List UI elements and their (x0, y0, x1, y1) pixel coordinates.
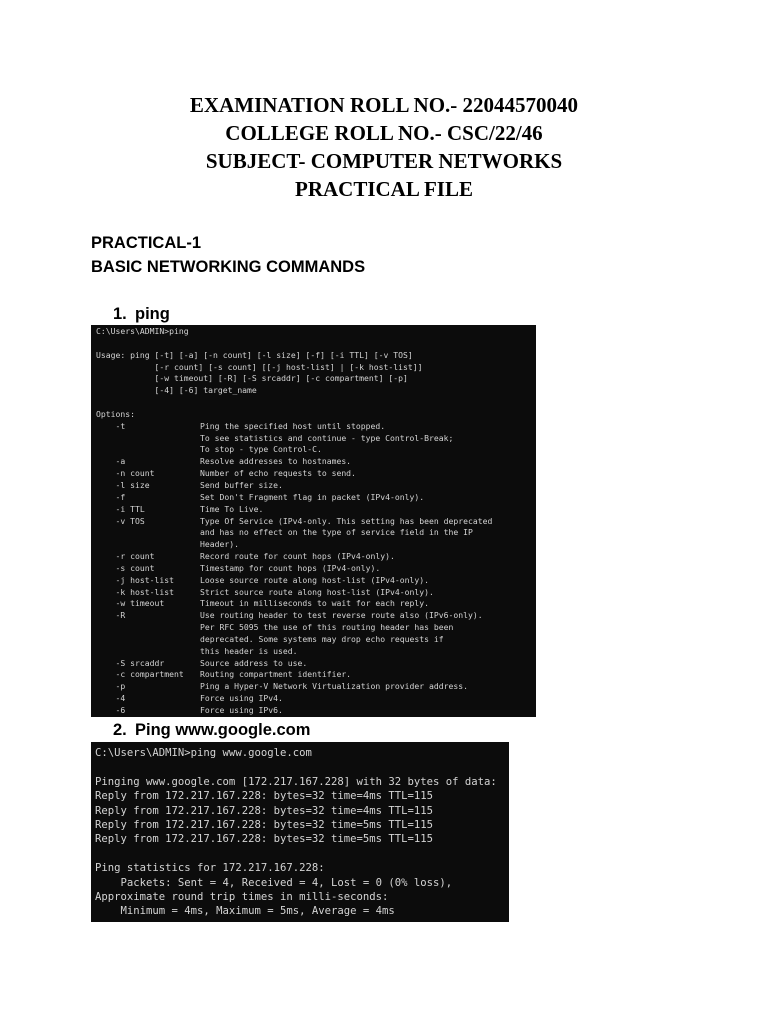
option-flag: -t (96, 420, 126, 431)
option-flag: -k host-list (96, 586, 174, 597)
option-row (96, 563, 536, 575)
option-description: Ping a Hyper-V Network Virtualization provider address. (200, 681, 469, 692)
option-description: deprecated. Some systems may drop echo requests if (200, 633, 444, 644)
item-heading-ping-google (113, 720, 310, 740)
option-row (96, 468, 536, 480)
exam-roll-heading: EXAMINATION ROLL NO.- 22044570040 (189, 93, 579, 117)
option-flag: -w timeout (96, 598, 165, 609)
rtt-line: Minimum = 4ms, Maximum = 5ms, Average = 4ms (95, 905, 395, 918)
terminal-screenshot-ping-help (91, 325, 536, 717)
terminal-prompt: C:\Users\ADMIN>ping www.google.com (95, 747, 312, 759)
option-flag: -4 (96, 693, 126, 704)
option-description: Set Don't Fragment flag in packet (IPv4-only). (200, 491, 425, 502)
option-description: Number of echo requests to send. (200, 468, 356, 479)
item-number: 1. (113, 305, 127, 323)
option-flag: -a (96, 456, 126, 467)
option-row (96, 527, 536, 539)
item-number: 2. (113, 721, 127, 739)
usage-line: [-4] [-6] target_name (96, 385, 257, 396)
section-heading (91, 231, 365, 279)
blank-line (96, 338, 536, 350)
option-row (96, 598, 536, 610)
college-roll-heading: COLLEGE ROLL NO.- CSC/22/46 (225, 121, 543, 145)
option-row (96, 575, 536, 587)
option-description: Routing compartment identifier. (200, 669, 352, 680)
reply-line: Reply from 172.217.167.228: bytes=32 time=5ms TTL=115 (95, 818, 434, 831)
option-row (96, 646, 536, 658)
blank-line (96, 397, 536, 409)
option-flag: -r count (96, 551, 155, 562)
option-row (96, 504, 536, 516)
packets-line: Packets: Sent = 4, Received = 4, Lost = 0 (0% loss), (95, 876, 453, 889)
item-heading-ping (113, 304, 170, 324)
option-flag: -j host-list (96, 574, 174, 585)
option-description: Header). (200, 539, 239, 550)
option-row (96, 622, 536, 634)
options-list (96, 421, 536, 717)
reply-line: Reply from 172.217.167.228: bytes=32 time=4ms TTL=115 (95, 790, 434, 803)
option-description: Force using IPv6. (200, 705, 283, 715)
option-flag: -n count (96, 468, 155, 479)
item-label: Ping www.google.com (135, 721, 311, 739)
option-flag: -R (96, 610, 126, 621)
terminal-screenshot-ping-google (91, 742, 509, 922)
option-flag: -i TTL (96, 503, 145, 514)
option-description: Timestamp for count hops (IPv4-only). (200, 562, 381, 573)
option-row (96, 480, 536, 492)
option-description: and has no effect on the type of service field in the IP (200, 527, 473, 538)
option-row (96, 693, 536, 705)
practical-file-heading: PRACTICAL FILE (295, 177, 473, 201)
option-description: Record route for count hops (IPv4-only). (200, 551, 395, 562)
option-row (96, 444, 536, 456)
option-row (96, 539, 536, 551)
option-flag: -c compartment (96, 669, 184, 680)
pinging-line: Pinging www.google.com [172.217.167.228] with 32 bytes of data: (95, 775, 497, 788)
option-row (96, 492, 536, 504)
option-row (96, 634, 536, 646)
reply-line: Reply from 172.217.167.228: bytes=32 time=5ms TTL=115 (95, 833, 434, 846)
option-flag: -6 (96, 705, 126, 715)
option-description: Per RFC 5095 the use of this routing header has been (200, 622, 454, 633)
usage-line: [-r count] [-s count] [[-j host-list] | [-k host-list]] (96, 361, 423, 372)
usage-line: Usage: ping [-t] [-a] [-n count] [-l size] [-f] [-i TTL] [-v TOS] (96, 349, 413, 360)
subject-heading: SUBJECT- COMPUTER NETWORKS (205, 149, 563, 173)
option-row (96, 421, 536, 433)
option-flag: -f (96, 491, 126, 502)
option-description: Time To Live. (200, 503, 264, 514)
terminal-prompt: C:\Users\ADMIN>ping (96, 326, 189, 336)
option-flag: -S srcaddr (96, 657, 165, 668)
option-row (96, 587, 536, 599)
option-row (96, 551, 536, 563)
option-flag: -v TOS (96, 515, 145, 526)
option-description: To stop - type Control-C. (200, 444, 322, 455)
rtt-title: Approximate round trip times in milli-seconds: (95, 890, 389, 903)
option-description: Strict source route along host-list (IPv4-only). (200, 586, 434, 597)
option-description: To see statistics and continue - type Control-Break; (200, 432, 454, 443)
option-row (96, 516, 536, 528)
item-label: ping (135, 305, 170, 323)
option-flag: -p (96, 681, 126, 692)
option-row (96, 456, 536, 468)
option-description: Loose source route along host-list (IPv4-only). (200, 574, 430, 585)
option-row (96, 610, 536, 622)
option-description: Force using IPv4. (200, 693, 283, 704)
option-description: Send buffer size. (200, 479, 283, 490)
option-row (96, 658, 536, 670)
option-description: Timeout in milliseconds to wait for each reply. (200, 598, 430, 609)
option-description: Ping the specified host until stopped. (200, 420, 386, 431)
practical-title: BASIC NETWORKING COMMANDS (91, 258, 366, 276)
option-description: Use routing header to test reverse route also (IPv6-only). (200, 610, 483, 621)
option-flag: -l size (96, 479, 150, 490)
option-row (96, 705, 536, 717)
practical-number: PRACTICAL-1 (91, 234, 201, 252)
stats-title: Ping statistics for 172.217.167.228: (95, 862, 325, 875)
reply-line: Reply from 172.217.167.228: bytes=32 time=4ms TTL=115 (95, 804, 434, 817)
option-flag: -s count (96, 562, 155, 573)
document-header (0, 91, 768, 203)
blank-line (95, 760, 509, 774)
option-description: Resolve addresses to hostnames. (200, 456, 352, 467)
blank-line (95, 847, 509, 861)
usage-line: [-w timeout] [-R] [-S srcaddr] [-c compartment] [-p] (96, 373, 408, 384)
option-row (96, 433, 536, 445)
options-label: Options: (96, 408, 135, 419)
option-description: Type Of Service (IPv4-only. This setting has been deprecated (200, 515, 493, 526)
option-row (96, 681, 536, 693)
option-description: this header is used. (200, 645, 298, 656)
option-description: Source address to use. (200, 657, 308, 668)
option-row (96, 669, 536, 681)
